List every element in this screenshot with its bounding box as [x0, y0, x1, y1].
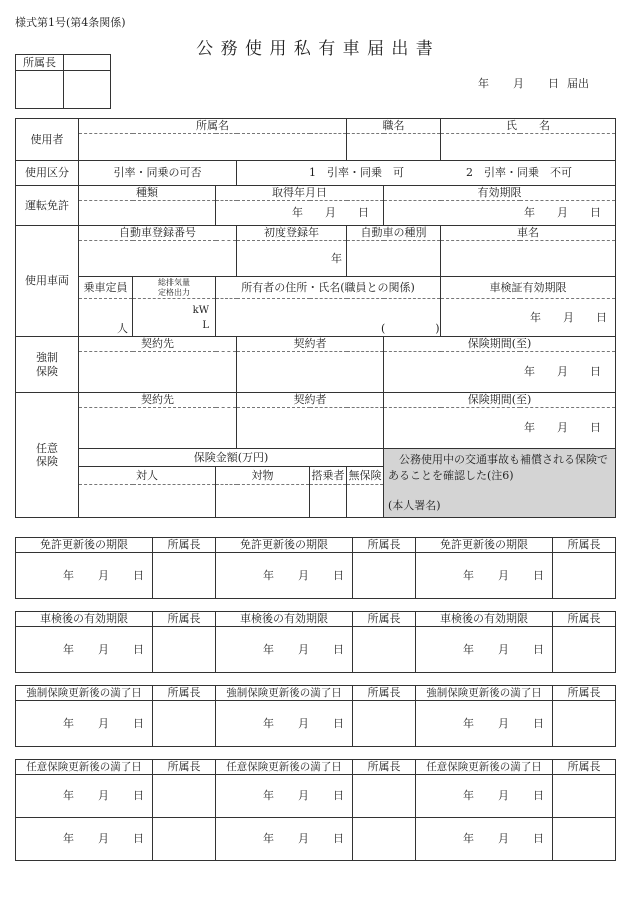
date-unit: 日 [333, 716, 344, 730]
date-unit: 年 [263, 642, 274, 656]
vehicle-owner-header: 所有者の住所・氏名(職員との関係) [216, 277, 441, 299]
date-unit: 年 [263, 716, 274, 730]
renewal-date-field[interactable] [16, 818, 153, 861]
date-unit: 日 [533, 642, 544, 656]
renewal-date-field[interactable] [16, 553, 153, 599]
date-unit: 年 [263, 832, 274, 846]
amount-person-header: 対人 [79, 466, 216, 484]
date-unit: 日 [133, 832, 144, 846]
renewal-manager-stamp[interactable] [553, 627, 616, 673]
renewal-manager-header: 所属長 [153, 686, 216, 701]
usage-question: 引率・同乗の可否 [79, 161, 237, 186]
license-label: 運転免許 [16, 186, 79, 226]
amount-property-field[interactable] [216, 484, 310, 517]
user-dept-field[interactable] [79, 134, 347, 161]
date-unit: 年 [463, 832, 474, 846]
user-title-header: 職名 [347, 119, 441, 134]
license-type-field[interactable] [79, 201, 216, 226]
renewal-manager-stamp[interactable] [353, 553, 416, 599]
vehicle-firstreg-header: 初度登録年 [237, 226, 347, 241]
voluntary-confirmation [384, 449, 616, 518]
voluntary-period-header: 保険期間(至) [384, 393, 616, 408]
date-unit: 年 [63, 789, 74, 803]
date-unit: 月 [98, 789, 109, 803]
amount-person-field[interactable] [79, 484, 216, 517]
renewal-date-field[interactable] [416, 553, 553, 599]
renewal-manager-stamp[interactable] [153, 553, 216, 599]
main-form [15, 118, 616, 518]
renewal-date-header: 車検後の有効期限 [16, 612, 153, 627]
renewal-manager-stamp[interactable] [353, 701, 416, 747]
renewal-date-field[interactable] [416, 818, 553, 861]
amount-passenger-header: 搭乗者 [310, 466, 347, 484]
date-unit: 年 [63, 568, 74, 582]
amount-property-header: 対物 [216, 466, 310, 484]
voluntary-signature[interactable]: (本人署名) [388, 498, 441, 512]
vehicle-label: 使用車両 [16, 226, 79, 337]
vehicle-inspection-field[interactable]: 年 月 日 [441, 299, 616, 337]
renewal-manager-stamp[interactable] [153, 627, 216, 673]
renewal-manager-header: 所属長 [553, 686, 616, 701]
compulsory-policyholder-header: 契約者 [237, 337, 384, 352]
date-unit: 月 [98, 642, 109, 656]
date-unit: 年 [263, 568, 274, 582]
renewal-date-header: 車検後の有効期限 [216, 612, 353, 627]
renewal-date-header: 強制保険更新後の満了日 [216, 686, 353, 701]
usage-option-2[interactable]: 2 引率・同乗 不可 [466, 166, 572, 180]
date-unit: 年 [463, 789, 474, 803]
vehicle-carname-field[interactable] [441, 241, 616, 277]
renewal-manager-header: 所属長 [553, 760, 616, 775]
user-name-field[interactable] [441, 134, 616, 161]
date-unit: 年 [63, 716, 74, 730]
date-unit: 月 [298, 716, 309, 730]
user-title-field[interactable] [347, 134, 441, 161]
renewal-manager-header: 所属長 [153, 760, 216, 775]
renewal-date-field[interactable] [416, 627, 553, 673]
manager-stamp-box [15, 54, 111, 109]
date-unit: 月 [98, 568, 109, 582]
usage-options[interactable] [237, 161, 616, 186]
date-unit: 年 [463, 642, 474, 656]
renewal-manager-stamp[interactable] [153, 775, 216, 818]
compulsory-label: 強制 保険 [16, 337, 79, 393]
user-dept-header: 所属名 [79, 119, 347, 134]
renewal-manager-stamp[interactable] [553, 775, 616, 818]
license-type-header: 種類 [79, 186, 216, 201]
date-unit: 日 [533, 789, 544, 803]
voluntary-policyholder-header: 契約者 [237, 393, 384, 408]
amount-uninsured-header: 無保険 [347, 466, 384, 484]
date-unit: 月 [498, 568, 509, 582]
vehicle-displacement-header: 総排気量 定格出力 [133, 277, 216, 299]
vehicle-kind-field[interactable] [347, 241, 441, 277]
amount-passenger-field[interactable] [310, 484, 347, 517]
renewal-date-field[interactable] [16, 701, 153, 747]
renewal-table [15, 685, 616, 747]
manager-stamp-label: 所属長 [16, 55, 64, 71]
renewal-date-header: 強制保険更新後の満了日 [16, 686, 153, 701]
form-number: 様式第1号(第4条関係) [15, 16, 126, 29]
date-unit: 年 [63, 642, 74, 656]
date-unit: 月 [98, 716, 109, 730]
user-label: 使用者 [16, 119, 79, 161]
date-unit: 日 [333, 642, 344, 656]
voluntary-label: 任意 保険 [16, 393, 79, 518]
date-unit: 日 [533, 832, 544, 846]
date-unit: 日 [333, 568, 344, 582]
date-unit: 年 [463, 568, 474, 582]
renewal-date-header: 車検後の有効期限 [416, 612, 553, 627]
date-unit: 日 [333, 789, 344, 803]
user-name-header: 氏 名 [441, 119, 616, 134]
renewal-date-header: 任意保険更新後の満了日 [16, 760, 153, 775]
renewal-table [15, 537, 616, 599]
renewal-manager-stamp[interactable] [353, 627, 416, 673]
date-unit: 日 [133, 716, 144, 730]
renewal-manager-stamp[interactable] [553, 701, 616, 747]
renewal-date-field[interactable] [16, 627, 153, 673]
renewal-manager-header: 所属長 [153, 538, 216, 553]
license-valid-field[interactable]: 年 月 日 [384, 201, 616, 226]
renewal-date-header: 免許更新後の期限 [16, 538, 153, 553]
manager-stamp-field[interactable] [16, 71, 64, 109]
renewal-table [15, 759, 616, 861]
date-unit: 日 [133, 568, 144, 582]
manager-stamp-field[interactable] [64, 71, 111, 109]
date-unit: 日 [533, 568, 544, 582]
renewal-manager-header: 所属長 [553, 612, 616, 627]
date-unit: 日 [133, 789, 144, 803]
license-acquired-header: 取得年月日 [216, 186, 384, 201]
voluntary-contractor-field[interactable] [79, 408, 237, 449]
renewal-date-header: 任意保険更新後の満了日 [416, 760, 553, 775]
vehicle-reg-field[interactable] [79, 241, 237, 277]
license-valid-header: 有効期限 [384, 186, 616, 201]
vehicle-inspection-header: 車検証有効期限 [441, 277, 616, 299]
renewal-manager-stamp[interactable] [353, 818, 416, 861]
manager-stamp-empty[interactable] [64, 55, 111, 71]
renewal-manager-header: 所属長 [353, 760, 416, 775]
renewal-manager-stamp[interactable] [353, 775, 416, 818]
vehicle-owner-field[interactable]: ( ) [216, 299, 441, 337]
date-unit: 年 [263, 789, 274, 803]
renewal-manager-stamp[interactable] [153, 701, 216, 747]
voluntary-policyholder-field[interactable] [237, 408, 384, 449]
voluntary-period-field[interactable]: 年 月 日 [384, 408, 616, 449]
renewal-manager-stamp[interactable] [553, 553, 616, 599]
compulsory-contractor-header: 契約先 [79, 337, 237, 352]
date-unit: 日 [533, 716, 544, 730]
renewal-date-field[interactable] [216, 701, 353, 747]
voluntary-amount-header: 保険金額(万円) [79, 449, 384, 467]
renewal-manager-stamp[interactable] [153, 818, 216, 861]
license-acquired-field[interactable]: 年 月 日 [216, 201, 384, 226]
compulsory-policyholder-field[interactable] [237, 352, 384, 393]
vehicle-capacity-field[interactable]: 人 [79, 299, 133, 337]
vehicle-firstreg-field[interactable]: 年 [237, 241, 347, 277]
date-unit: 月 [298, 642, 309, 656]
renewal-date-field[interactable] [216, 553, 353, 599]
date-unit: 日 [133, 642, 144, 656]
compulsory-contractor-field[interactable] [79, 352, 237, 393]
renewal-date-header: 免許更新後の期限 [216, 538, 353, 553]
date-unit: 月 [298, 789, 309, 803]
renewal-date-header: 免許更新後の期限 [416, 538, 553, 553]
renewal-manager-header: 所属長 [353, 538, 416, 553]
compulsory-period-field[interactable]: 年 月 日 [384, 352, 616, 393]
voluntary-note: 公務使用中の交通事故も補償される保険であることを確認した(注6) [388, 453, 609, 482]
vehicle-kind-header: 自動車の種別 [347, 226, 441, 241]
vehicle-reg-header: 自動車登録番号 [79, 226, 237, 241]
vehicle-displacement-field[interactable]: kW L [133, 299, 216, 337]
date-unit: 月 [298, 568, 309, 582]
renewal-table [15, 611, 616, 673]
vehicle-capacity-header: 乗車定員 [79, 277, 133, 299]
date-unit: 日 [333, 832, 344, 846]
renewal-date-field[interactable] [416, 701, 553, 747]
usage-option-1[interactable]: 1 引率・同乗 可 [309, 166, 404, 180]
renewal-date-field[interactable] [216, 818, 353, 861]
renewal-manager-header: 所属長 [353, 686, 416, 701]
renewal-date-header: 強制保険更新後の満了日 [416, 686, 553, 701]
renewal-manager-stamp[interactable] [553, 818, 616, 861]
renewal-date-field[interactable] [416, 775, 553, 818]
voluntary-contractor-header: 契約先 [79, 393, 237, 408]
vehicle-carname-header: 車名 [441, 226, 616, 241]
renewal-date-field[interactable] [216, 627, 353, 673]
date-unit: 月 [98, 832, 109, 846]
renewal-date-header: 任意保険更新後の満了日 [216, 760, 353, 775]
date-unit: 月 [498, 642, 509, 656]
renewal-manager-header: 所属長 [353, 612, 416, 627]
amount-uninsured-field[interactable] [347, 484, 384, 517]
date-unit: 月 [298, 832, 309, 846]
renewal-date-field[interactable] [16, 775, 153, 818]
usage-label: 使用区分 [16, 161, 79, 186]
date-unit: 年 [63, 832, 74, 846]
renewal-manager-header: 所属長 [153, 612, 216, 627]
date-unit: 年 [463, 716, 474, 730]
compulsory-period-header: 保険期間(至) [384, 337, 616, 352]
date-unit: 月 [498, 716, 509, 730]
page-title: 公 務 使 用 私 有 車 届 出 書 [196, 39, 434, 59]
date-unit: 月 [498, 832, 509, 846]
renewal-manager-header: 所属長 [553, 538, 616, 553]
date-unit: 月 [498, 789, 509, 803]
submission-date[interactable]: 年 月 日 届出 [478, 77, 589, 90]
renewal-date-field[interactable] [216, 775, 353, 818]
